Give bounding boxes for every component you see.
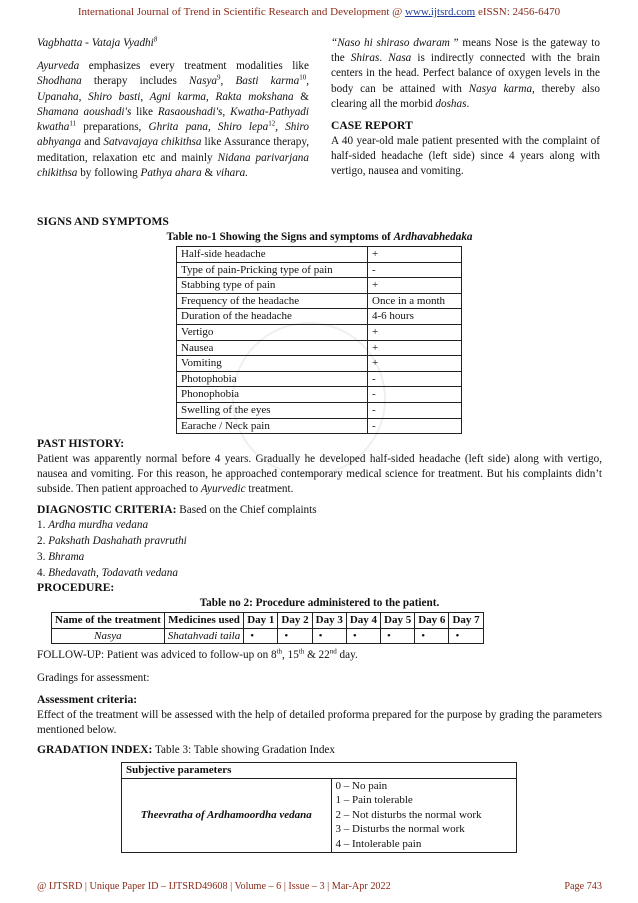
procedure-section	[37, 580, 602, 611]
grade-item: 1 – Pain tolerable	[335, 794, 413, 807]
column-header: Day 7	[449, 613, 483, 629]
finding-cell: +	[368, 324, 462, 340]
text-run: Shamana aoushadi's	[37, 105, 132, 118]
text-run: Shiro abhyanga	[37, 121, 310, 149]
reference-line: Vagbhatta - Vataja Vyadhi$^8$	[37, 35, 158, 49]
case-report-text: A 40 year-old male patient presented with the complaint of half-sided headache (left side) since 4 years along with vertigo, nausea and vomiting.	[331, 134, 600, 178]
table2-caption: Table no 2: Procedure administered to the patient.	[199, 596, 440, 609]
diagnostic-heading-line: DIAGNOSTIC CRITERIA: Based on the Chief complaints	[37, 503, 317, 516]
text-run: by following	[77, 166, 141, 179]
table-row	[177, 293, 462, 309]
text-run: is indirectly connected with the brain centers in the head. Perfect balance of oxygen levels in the body can be attained with	[331, 52, 601, 95]
procedure-table	[51, 612, 484, 644]
finding-cell: -	[368, 371, 462, 387]
column-header: Day 2	[278, 613, 312, 629]
gradation-parameter: Theevratha of Ardhamoordha vedana	[122, 778, 332, 852]
nasa-paragraph	[331, 36, 600, 112]
text-run: Satvavajaya chikithsa	[103, 136, 202, 149]
symptom-cell: Earache / Neck pain	[177, 418, 368, 434]
assessment-text: Effect of the treatment will be assessed with the help of detailed proforma prepared for the purpose by grading the parameters mentioned below.	[37, 708, 602, 736]
text-run: .	[466, 97, 470, 110]
symptom-cell: Stabbing type of pain	[177, 278, 368, 294]
grade-item: 0 – No pain	[335, 779, 388, 792]
text-run: Shiras	[350, 52, 380, 65]
symptom-cell: Photophobia	[177, 371, 368, 387]
day-bullet: •	[346, 628, 380, 644]
table-row	[177, 324, 462, 340]
text-run: Pathya ahara	[140, 166, 202, 179]
text-run: “Naso hi shiraso dwaram	[331, 37, 450, 49]
finding-cell: -	[368, 262, 462, 278]
list-item: 4. Bhedavath, Todavath vedana	[37, 566, 178, 579]
column-header: Day 5	[381, 613, 415, 629]
day-bullet: •	[312, 628, 346, 644]
text-run: doshas	[435, 97, 467, 110]
diagnostic-section	[37, 502, 602, 581]
finding-cell: +	[368, 278, 462, 294]
text-run: thereby also clearing all the morbid	[331, 82, 600, 110]
text-run: .	[379, 52, 389, 65]
diagnostic-list	[37, 518, 602, 581]
day-bullet: •	[381, 628, 415, 644]
column-header: Medicines used	[164, 613, 243, 629]
text-run: 9	[217, 73, 221, 82]
table-row	[177, 356, 462, 372]
symptom-cell: Swelling of the eyes	[177, 402, 368, 418]
text-run: Ayurveda	[37, 60, 80, 73]
column-header: Day 6	[415, 613, 449, 629]
symptom-cell: Vomiting	[177, 356, 368, 372]
symptom-cell: Type of pain-Pricking type of pain	[177, 262, 368, 278]
day-bullet: •	[278, 628, 312, 644]
list-item: 3. Bhrama	[37, 550, 85, 563]
day-bullet: •	[415, 628, 449, 644]
symptom-cell: Half-side headache	[177, 247, 368, 263]
page-number: Page 743	[564, 881, 602, 892]
table-row	[177, 418, 462, 434]
text-run: therapy includes	[81, 75, 190, 88]
text-run: Upanaha, Shiro basti, Agni karma, Rakta mokshana	[37, 90, 294, 103]
text-run: 11	[69, 119, 77, 128]
symptom-cell: Duration of the headache	[177, 309, 368, 325]
table-row	[177, 402, 462, 418]
past-history-heading: PAST HISTORY:	[37, 437, 125, 450]
text-run: Ghrita pana, Shiro lepa	[148, 121, 269, 134]
symptom-cell: Frequency of the headache	[177, 293, 368, 309]
past-history-text: Patient was apparently normal before 4 years. Gradually he developed half-sided headache (left side) along with vertigo, nausea and vomiting. For this reason, he approached contemporary medical science for treatment. But his complaints didn’t subside. Then patient approached to Ayurvedic treatment.	[37, 452, 602, 496]
footer-info: @ IJTSRD | Unique Paper ID – IJTSRD49608 | Volume – 6 | Issue – 3 | Mar-Apr 2022	[37, 881, 391, 892]
text-run: Shodhana	[37, 75, 82, 88]
past-history-section	[37, 436, 602, 497]
grade-item: 2 – Not disturbs the normal work	[335, 808, 482, 821]
finding-cell: +	[368, 356, 462, 372]
text-run: Nasya	[189, 75, 217, 88]
text-run: 12	[268, 119, 276, 128]
text-run: Nasya karma,	[468, 82, 535, 95]
text-run: Basti karma	[235, 75, 300, 88]
symptom-cell: Nausea	[177, 340, 368, 356]
symptom-cell: Phonophobia	[177, 387, 368, 403]
column-header: Name of the treatment	[52, 613, 165, 629]
finding-cell: +	[368, 340, 462, 356]
subjective-parameters-header: Subjective parameters	[122, 763, 517, 779]
journal-url-link[interactable]: www.ijtsrd.com	[405, 6, 476, 18]
finding-cell: -	[368, 387, 462, 403]
case-report-heading: CASE REPORT	[331, 119, 413, 133]
journal-name: International Journal of Trend in Scientific Research and Development @	[77, 6, 403, 18]
text-run: ,	[220, 75, 236, 88]
text-run: 10	[299, 73, 307, 82]
assessment-section	[37, 692, 602, 738]
signs-table	[176, 246, 462, 434]
table1-caption: Table no-1 Showing the Signs and symptoms of Ardhavabhedaka	[166, 230, 473, 243]
finding-cell: Once in a month	[368, 293, 462, 309]
text-run: Rasaoushadi's, Kwatha-Pathyadi kwatha	[37, 105, 310, 134]
day-bullet: •	[244, 628, 278, 644]
gradation-table	[121, 762, 517, 853]
table-row	[177, 247, 462, 263]
table-row	[177, 278, 462, 294]
text-run: Nasa	[388, 52, 412, 65]
column-header: Day 1	[244, 613, 278, 629]
issn: eISSN: 2456-6470	[477, 6, 561, 18]
list-item: 1. Ardha murdha vedana	[37, 519, 149, 532]
treatment-cell: Nasya	[52, 628, 165, 644]
right-column	[331, 36, 600, 180]
running-header	[0, 5, 638, 20]
table-row	[177, 340, 462, 356]
followup-line: FOLLOW-UP: Patient was adviced to follow-up on 8th, 15th & 22nd day.	[37, 647, 358, 661]
procedure-heading: PROCEDURE:	[37, 581, 115, 594]
finding-cell: +	[368, 247, 462, 263]
text-run: Nidana parivarjana chikithsa	[37, 151, 309, 179]
table-row	[177, 262, 462, 278]
left-column	[37, 36, 309, 181]
text-run: and	[81, 136, 104, 149]
text-run: ,	[275, 121, 286, 134]
finding-cell: 4-6 hours	[368, 309, 462, 325]
column-header: Day 4	[346, 613, 380, 629]
text-run: ” means Nose is the gateway to the	[331, 37, 600, 65]
page-footer	[37, 880, 602, 894]
text-run: vihara.	[216, 166, 249, 179]
assessment-heading: Assessment criteria:	[37, 693, 138, 706]
grade-item: 3 – Disturbs the normal work	[335, 823, 465, 836]
signs-section	[37, 214, 602, 245]
text-run: &	[201, 166, 217, 179]
gradation-heading-line: GRADATION INDEX: Table 3: Table showing Gradation Index	[37, 743, 335, 756]
symptom-cell: Vertigo	[177, 324, 368, 340]
finding-cell: -	[368, 418, 462, 434]
ayurveda-paragraph	[37, 59, 309, 181]
text-run: &	[293, 90, 309, 103]
table-row	[177, 371, 462, 387]
gradings-line: Gradings for assessment:	[37, 672, 150, 684]
text-run: emphasizes every treatment modalities like	[79, 60, 309, 73]
text-run: like Assurance therapy, meditation, relaxation etc and mainly	[37, 136, 310, 164]
text-run: preparations,	[76, 121, 149, 134]
table-row	[177, 309, 462, 325]
text-run: ,	[306, 75, 309, 88]
day-bullet: •	[449, 628, 483, 644]
column-header: Day 3	[312, 613, 346, 629]
list-item: 2. Pakshath Dashahath pravruthi	[37, 535, 187, 548]
table-row	[177, 387, 462, 403]
treatment-cell: Shatahvadi taila	[164, 628, 243, 644]
grade-item: 4 – Intolerable pain	[335, 837, 422, 850]
gradation-grades	[331, 778, 516, 852]
signs-heading: SIGNS AND SYMPTOMS	[37, 215, 169, 228]
finding-cell: -	[368, 402, 462, 418]
text-run: like	[131, 105, 158, 118]
